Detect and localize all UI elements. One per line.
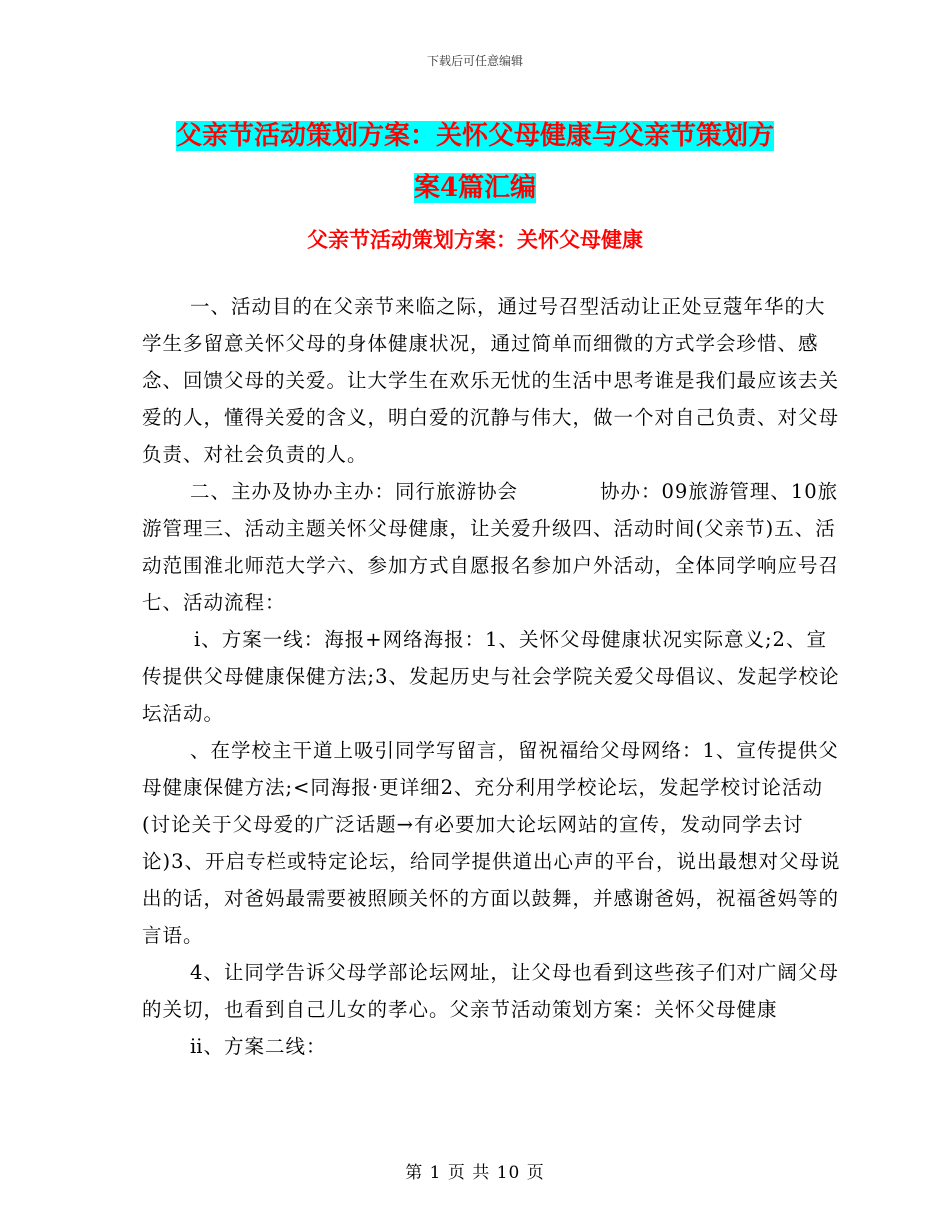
title-line-1: 父亲节活动策划方案：关怀父母健康与父亲节策划方 <box>175 121 774 151</box>
section-heading: 父亲节活动策划方案：关怀父母健康 <box>307 227 643 252</box>
document-title <box>100 110 850 214</box>
paragraph-plan-two: ⅱ、方案二线： <box>190 1035 327 1058</box>
title-line-2: 案4篇汇编 <box>413 173 537 203</box>
body-text <box>142 288 842 1065</box>
paragraph-organizers: 二、主办及协办主办：同行旅游协会 协办：09旅游管理、10旅游管理三、活动主题关怀父母健康，让关爱升级四、活动时间(父亲节)五、活动范围淮北师范大学六、参加方式自愿报名参加户外活动，全体同学响应号召七、活动流程： <box>142 480 840 614</box>
paragraph-campus-message: 、在学校主干道上吸引同学写留言，留祝福给父母网络：1、宣传提供父母健康保健方法;<同海报·更详细2、充分利用学校论坛，发起学校讨论活动(讨论关于父母爱的广泛话题→有必要加大论坛网站的宣传，发动同学去讨论)3、开启专栏或特定论坛，给同学提供道出心声的平台，说出最想对父母说出的话，对爸妈最需要被照顾关怀的方面以鼓舞，并感谢爸妈，祝福爸妈等的言语。 <box>142 739 841 947</box>
paragraph-purpose: 一、活动目的在父亲节来临之际，通过号召型活动让正处豆蔻年华的大学生多留意关怀父母的身体健康状况，通过简单而细微的方式学会珍惜、感念、回馈父母的关爱。让大学生在欢乐无忧的生活中思考谁是我们最应该去关爱的人，懂得关爱的含义，明白爱的沉静与伟大，做一个对自己负责、对父母负责、对社会负责的人。 <box>142 295 840 466</box>
page-header-note: 下载后可任意编辑 <box>426 54 523 68</box>
page-number: 第 1 页 共 10 页 <box>405 1163 545 1183</box>
paragraph-forum-address: 4、让同学告诉父母学部论坛网址，让父母也看到这些孩子们对广阔父母的关切，也看到自己儿女的孝心。父亲节活动策划方案：关怀父母健康 <box>142 961 839 1021</box>
paragraph-plan-one: ⅰ、方案一线：海报+网络海报：1、关怀父母健康状况实际意义;2、宣传提供父母健康保健方法;3、发起历史与社会学院关爱父母倡议、发起学校论坛活动。 <box>142 628 840 725</box>
